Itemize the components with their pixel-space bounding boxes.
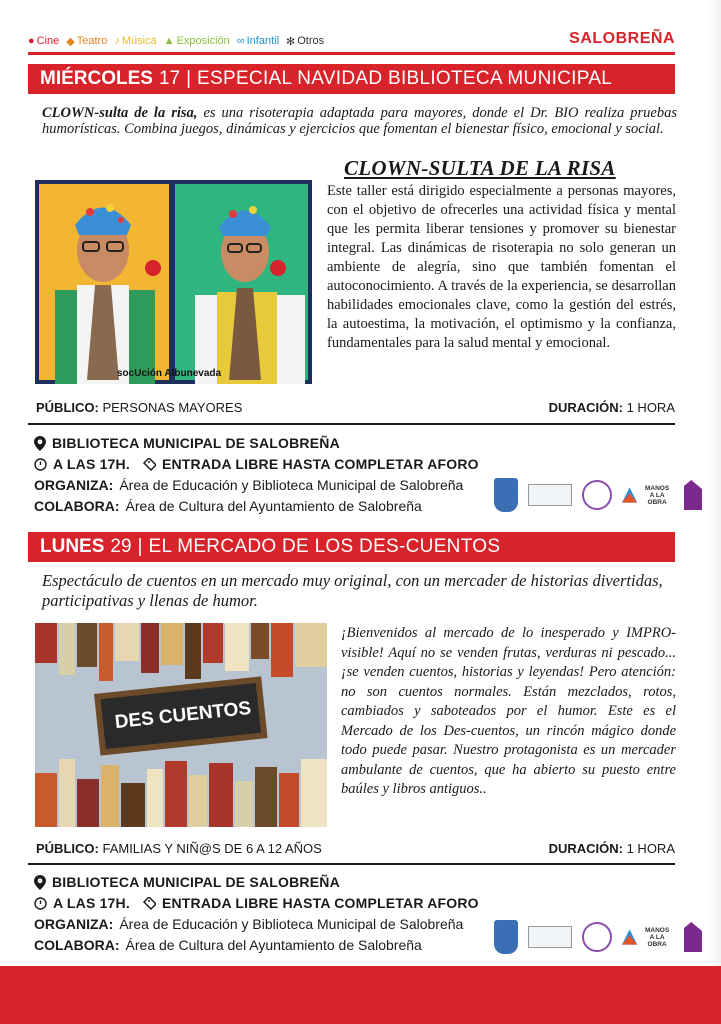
header-divider	[28, 52, 675, 55]
event1-rule	[28, 423, 675, 425]
publico-value: PERSONAS MAYORES	[102, 400, 243, 415]
event1-intro	[42, 105, 677, 137]
ticket-icon	[142, 458, 156, 472]
publico-label: PÚBLICO:	[36, 400, 99, 415]
event1-intro-bold: CLOWN-sulta de la risa,	[42, 105, 198, 121]
event2-sign: DES CUENTOS	[113, 697, 253, 734]
theater-masks-icon: ◆	[66, 35, 75, 48]
footer-band	[0, 966, 721, 1024]
event2-rule	[28, 863, 675, 865]
colabora-label: COLABORA:	[34, 498, 120, 514]
category-label: Exposición	[176, 35, 230, 47]
event2-logos	[494, 920, 702, 954]
publico-value: FAMILIAS Y NIÑ@S DE 6 A 12 AÑOS	[102, 841, 322, 856]
duracion-value: 1 HORA	[626, 400, 675, 415]
event1-photo	[35, 180, 312, 384]
event2-title: EL MERCADO DE LOS DES-CUENTOS	[148, 536, 501, 557]
colabora-value: Área de Cultura del Ayuntamiento de Salobreña	[125, 937, 422, 953]
event2-meta	[36, 841, 675, 856]
purple-emblem-logo	[684, 480, 702, 510]
event1-duracion	[549, 400, 675, 415]
photo-caption: socUción Albunevada	[117, 368, 222, 379]
event1-body: Este taller está dirigido especialmente a personas mayores, con el objetivo de ofrecerles una actividad física y mental que les permita liberar tensiones y promover su bienestar integral. Las dinámicas de risoterapia no solo generan un ambiente de alegría, sino que también fomentan el autoconocimiento. A través de la experiencia, se desarrollan habilidades emocionales clave, como la gestión del estrés, la autoestima, la motivación, el optimismo y la confianza, fundamentales para la salud mental y emocional.	[327, 183, 676, 351]
event2-info	[34, 872, 479, 956]
manos-mark-icon	[622, 487, 637, 503]
category-label: Música	[121, 35, 157, 47]
organiza-value: Área de Educación y Biblioteca Municipal de Salobreña	[119, 916, 464, 932]
event1-meta	[36, 400, 675, 415]
category-exposicion[interactable]	[164, 35, 230, 47]
event2-day: LUNES	[40, 536, 105, 557]
event1-intro-text: es una risoterapia adaptada para mayores, donde el Dr. BIO realiza pruebas humorísticas. Combina juegos, dinámicas y ejercicios que fomentan el bienestar físico, emocional y social.	[42, 105, 677, 137]
easel-icon: ▲	[163, 35, 175, 47]
event1-day: MIÉRCOLES	[40, 68, 153, 89]
clock-icon	[34, 897, 47, 910]
education-logo	[582, 480, 612, 510]
event1-title: ESPECIAL NAVIDAD BIBLIOTECA MUNICIPAL	[197, 68, 613, 89]
duracion-label: DURACIÓN:	[548, 400, 623, 415]
duracion-value: 1 HORA	[626, 841, 675, 856]
colabora-label: COLABORA:	[34, 937, 120, 953]
ayuntamiento-crest-logo	[494, 920, 518, 954]
event2-photo	[35, 623, 327, 827]
education-logo	[582, 922, 612, 952]
event1-venue: BIBLIOTECA MUNICIPAL DE SALOBREÑA	[52, 435, 340, 451]
category-infantil[interactable]	[237, 35, 279, 47]
category-label: Infantil	[246, 35, 280, 47]
category-cine[interactable]	[28, 35, 59, 47]
manos-line1: MANOS	[644, 926, 670, 934]
sparkle-icon: ✻	[286, 35, 296, 48]
event2-date: 29	[110, 536, 132, 557]
music-note-icon: ♪	[114, 35, 120, 47]
event1-logos	[494, 478, 702, 512]
category-label: Otros	[297, 35, 325, 47]
duracion-label: DURACIÓN:	[548, 841, 623, 856]
event2-publico	[36, 841, 322, 856]
manos-line1: MANOS	[644, 484, 670, 492]
event1-date: 17	[158, 68, 181, 89]
biblioteca-logo	[528, 484, 572, 506]
category-otros[interactable]	[286, 35, 324, 48]
category-teatro[interactable]	[66, 35, 107, 48]
event2-venue: BIBLIOTECA MUNICIPAL DE SALOBREÑA	[52, 874, 340, 890]
category-label: Teatro	[76, 35, 108, 47]
category-label: Cine	[36, 35, 60, 47]
category-musica[interactable]	[114, 35, 156, 47]
publico-label: PÚBLICO:	[36, 841, 99, 856]
event2-body: ¡Bienvenidos al mercado de lo inesperado y IMPRO-visible! Aquí no se venden frutas, verduras ni pescado... ¡se venden cuentos, historias y leyendas! Pero atención: no son cuentos normales. Están mezclados, rotos, cambiados y saboteados por el humor. Este es el Mercado de los Des-cuentos, un rincón mágico donde todo puede pasar. Nuestro protagonista es un mercader ambulante de cuentos, que ha abierto su puesto entre baúles y libros antiguos..	[341, 625, 676, 797]
colabora-value: Área de Cultura del Ayuntamiento de Salobreña	[125, 498, 422, 514]
event1-entry: ENTRADA LIBRE HASTA COMPLETAR AFORO	[161, 456, 479, 472]
banner-separator: |	[186, 68, 192, 89]
location-pin-icon	[34, 875, 46, 890]
event2-intro: Espectáculo de cuentos en un mercado muy original, con un mercader de historias divertidas, participativas y llenas de humor.	[42, 571, 663, 610]
category-bar	[28, 28, 675, 54]
event1-publico	[36, 400, 242, 415]
manos-line2: A LA OBRA	[647, 491, 667, 506]
event2-duracion	[549, 841, 675, 856]
manos-a-la-obra-logo	[622, 485, 674, 506]
event1-heading: CLOWN-SULTA DE LA RISA	[344, 156, 616, 180]
biblioteca-logo	[528, 926, 572, 948]
location-pin-icon	[34, 436, 46, 451]
event2-entry: ENTRADA LIBRE HASTA COMPLETAR AFORO	[161, 895, 479, 911]
event1-info	[34, 433, 479, 517]
banner-separator: |	[137, 536, 143, 557]
purple-emblem-logo	[684, 922, 702, 952]
clown-photo-illustration	[35, 180, 312, 384]
balloon-icon: ∞	[236, 35, 245, 47]
event1-time: A LAS 17H.	[53, 456, 130, 472]
event2-time: A LAS 17H.	[53, 895, 130, 911]
manos-line2: A LA OBRA	[647, 933, 667, 948]
ticket-icon	[142, 897, 156, 911]
organiza-label: ORGANIZA:	[34, 477, 114, 493]
manos-mark-icon	[622, 929, 637, 945]
organiza-label: ORGANIZA:	[34, 916, 114, 932]
page-edge-shadow	[709, 0, 721, 1024]
event2-banner	[28, 532, 675, 562]
organiza-value: Área de Educación y Biblioteca Municipal de Salobreña	[119, 477, 464, 493]
film-reel-icon: ●	[28, 35, 35, 47]
event1-banner	[28, 64, 675, 94]
manos-a-la-obra-logo	[622, 927, 674, 948]
clock-icon	[34, 458, 47, 471]
town-name: SALOBREÑA	[569, 30, 675, 47]
ayuntamiento-crest-logo	[494, 478, 518, 512]
